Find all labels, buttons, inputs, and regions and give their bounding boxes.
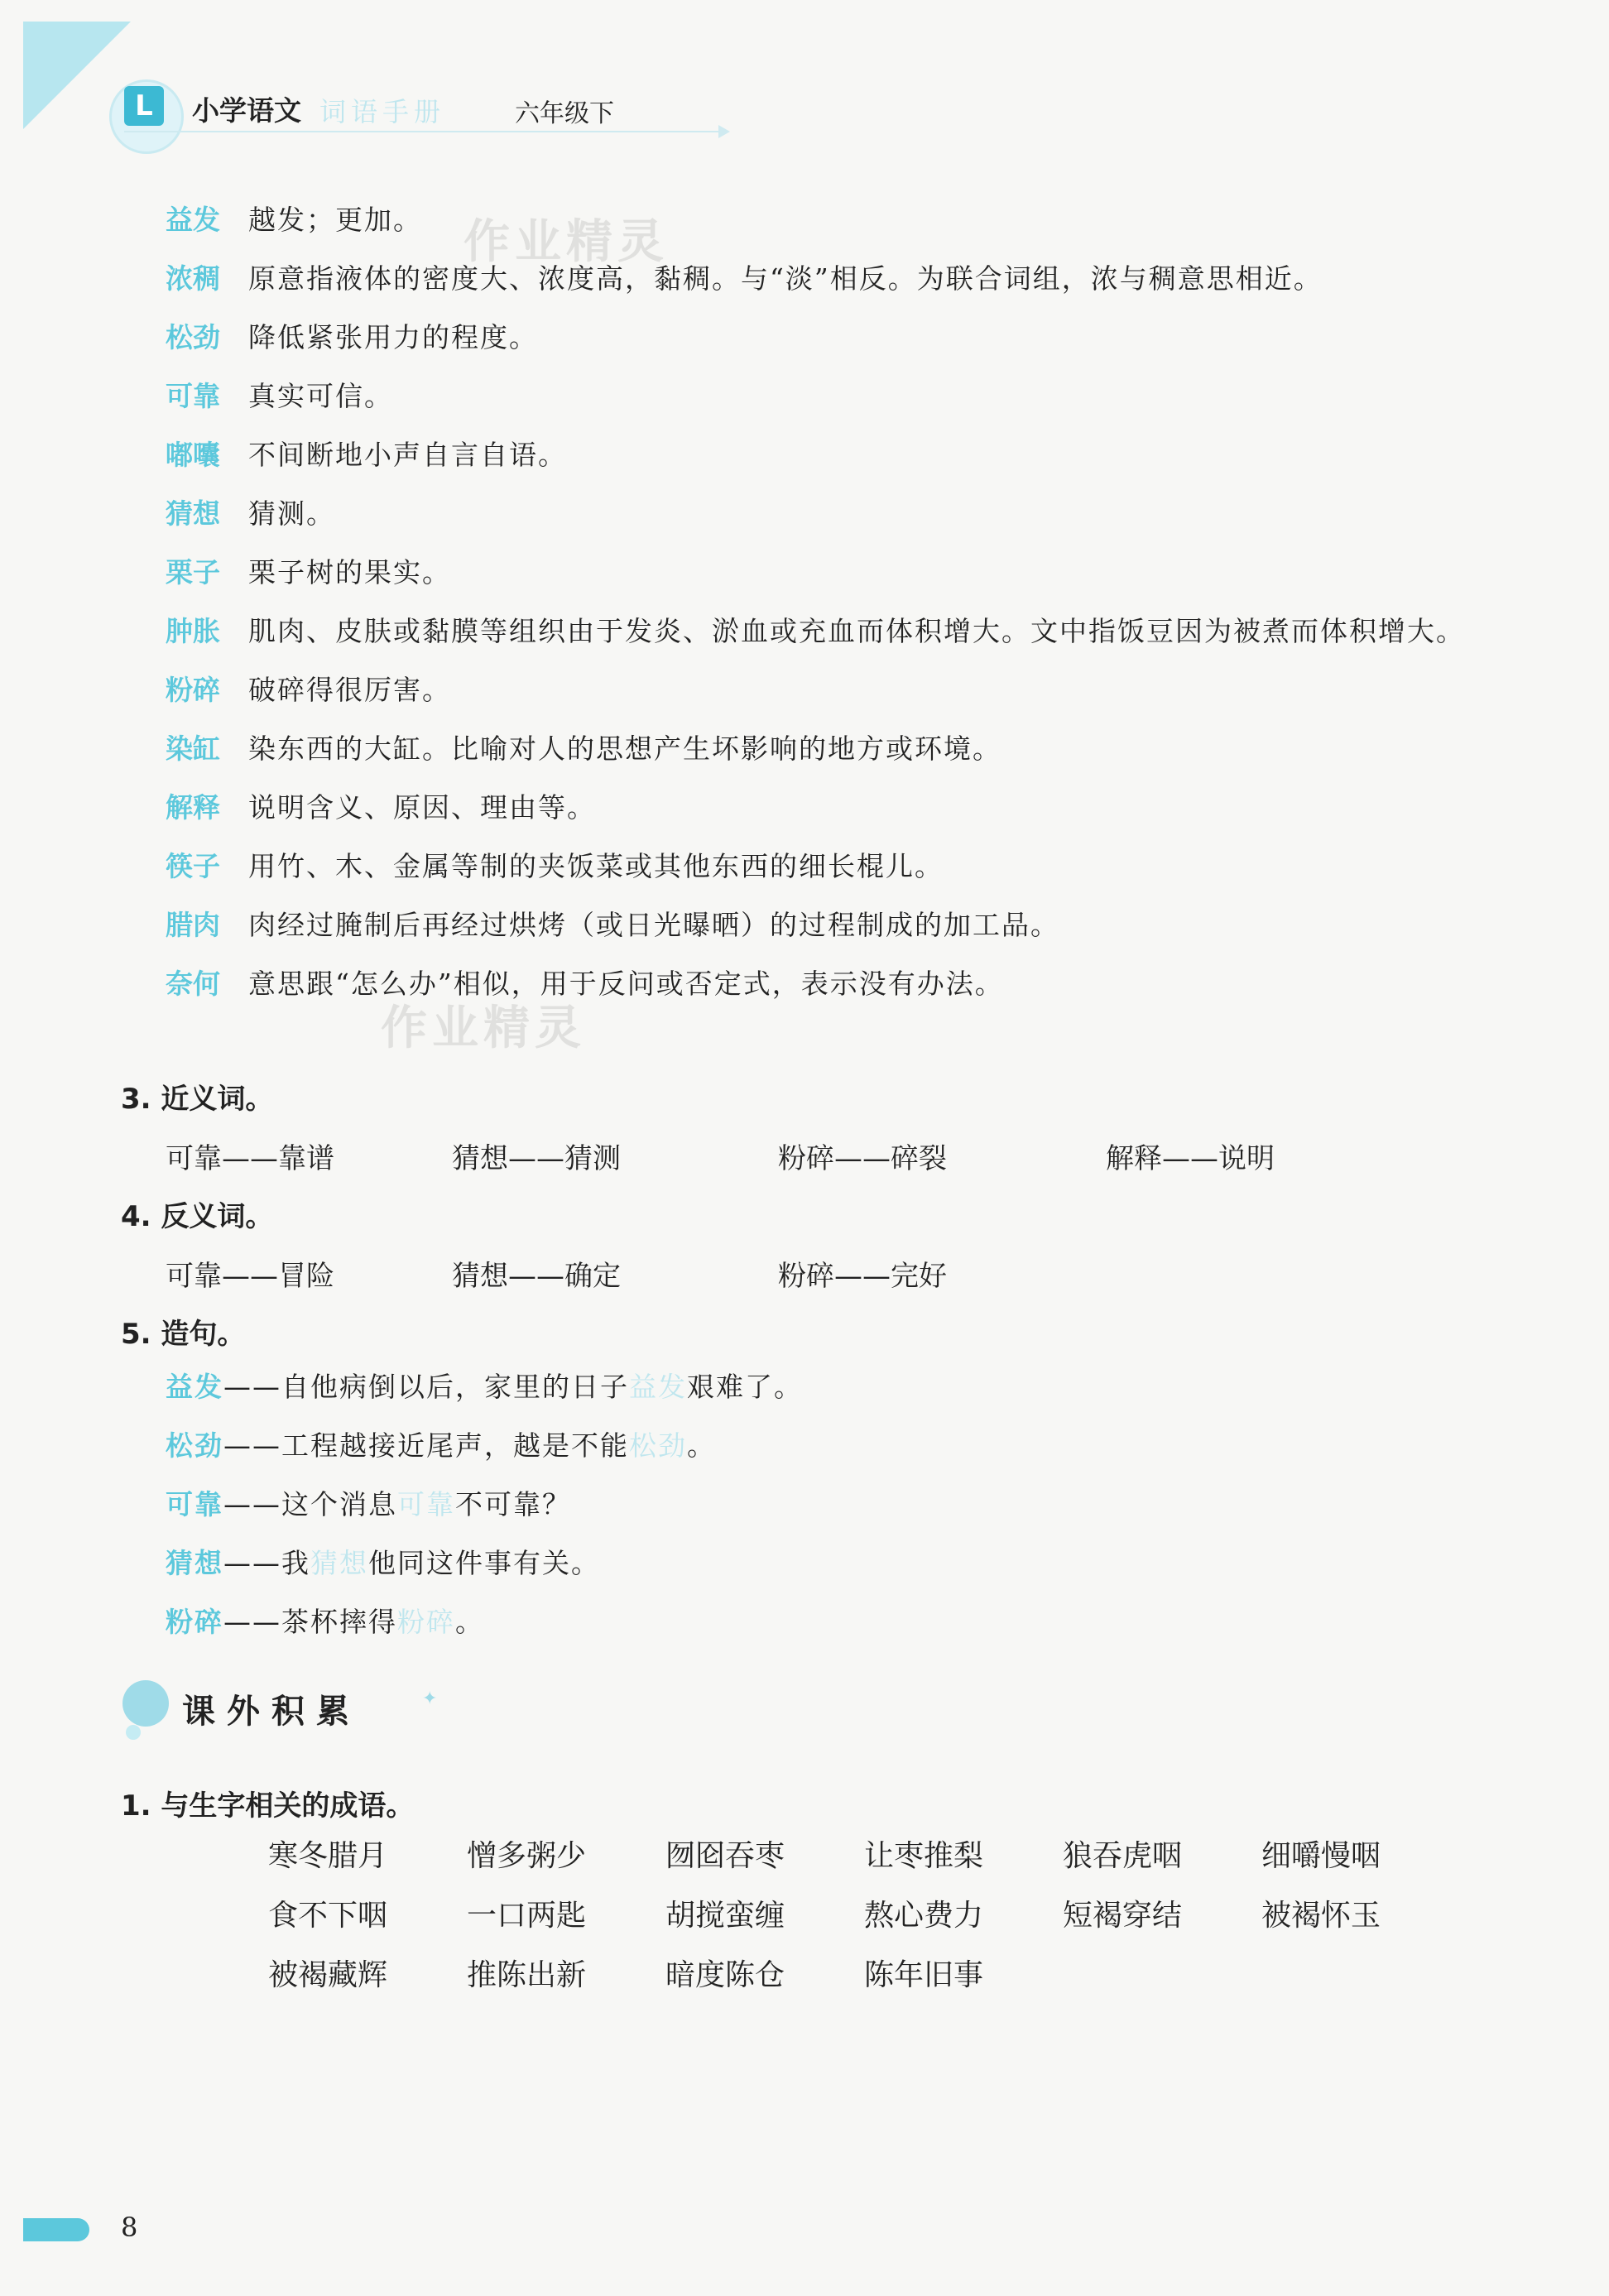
definition-text: 用竹、木、金属等制的夹饭菜或其他东西的细长棍儿。 [248,850,944,882]
idiom-item: 暗度陈仓 [665,1958,785,1992]
sentence-text-after: 。 [687,1429,716,1462]
definition-text: 栗子树的果实。 [248,556,451,588]
definition-text: 猜测。 [248,497,335,530]
header-arrow-icon [718,125,730,138]
sentence-blank: 猜想 [310,1547,368,1579]
definition-row [166,896,1506,954]
synonym-pair: 解释——说明 [1106,1142,1275,1175]
sentence-list [166,1357,1407,1651]
definition-row [166,778,1506,837]
sentence-term: 益发 [166,1371,223,1403]
definition-row [166,367,1506,425]
definition-row [166,719,1506,778]
definition-term: 益发 [166,204,220,236]
definition-term: 嘟囔 [166,439,220,471]
antonyms-heading: 4. 反义词。 [121,1200,274,1233]
sentence-text-before: 这个消息 [281,1488,397,1520]
sentence-text-before: 工程越接近尾声，越是不能 [281,1429,629,1462]
sentence-blank: 益发 [629,1371,687,1403]
definition-text: 越发；更加。 [248,204,422,236]
sentence-term: 松劲 [166,1429,223,1462]
sentence-blank: 可靠 [397,1488,455,1520]
sentence-row [166,1592,1407,1651]
definition-row [166,837,1506,896]
sentence-dash: —— [223,1429,281,1462]
sentence-term: 粉碎 [166,1606,223,1638]
definition-term: 奈何 [166,968,220,1000]
idiom-item: 被褐怀玉 [1261,1899,1381,1933]
definition-text: 原意指液体的密度大、浓度高，黏稠。与“淡”相反。为联合词组，浓与稠意思相近。 [248,262,1323,295]
idiom-item: 被褐藏辉 [268,1958,388,1992]
synonym-pair: 粉碎——碎裂 [778,1142,947,1175]
star-icon: ✦ [422,1688,438,1709]
sentence-text-before: 自他病倒以后，家里的日子 [281,1371,629,1403]
definition-text: 不间断地小声自言自语。 [248,439,567,471]
sentence-dash: —— [223,1488,281,1520]
section-banner-title: 课外积累 [182,1693,361,1731]
definition-term: 筷子 [166,850,220,882]
antonym-pair: 可靠——冒险 [166,1260,334,1293]
definition-row [166,602,1506,660]
bubble-small-icon [126,1725,141,1740]
idiom-item: 食不下咽 [268,1899,388,1933]
definition-term: 解释 [166,791,220,824]
idiom-item: 胡搅蛮缠 [665,1899,785,1933]
definition-term: 肿胀 [166,615,220,647]
sentence-text-after: 。 [455,1606,484,1638]
idiom-item: 让枣推梨 [864,1839,984,1873]
idiom-item: 短褐穿结 [1063,1899,1183,1933]
definition-row [166,954,1506,1013]
synonyms-heading: 3. 近义词。 [121,1083,274,1116]
watermark: 作业精灵 [381,1001,586,1055]
definition-term: 松劲 [166,321,220,353]
definition-row [166,543,1506,602]
header-rule [124,131,720,132]
definition-term: 栗子 [166,556,220,588]
sentence-dash: —— [223,1547,281,1579]
definition-row [166,484,1506,543]
definition-term: 粉碎 [166,674,220,706]
definition-text: 破碎得很厉害。 [248,674,451,706]
definition-text: 肉经过腌制后再经过烘烤（或日光曝晒）的过程制成的加工品。 [248,909,1059,941]
definition-term: 猜想 [166,497,220,530]
definition-row [166,660,1506,719]
logo-icon: L [124,86,164,126]
definition-text: 说明含义、原因、理由等。 [248,791,596,824]
definition-row [166,190,1506,249]
page-number: 8 [121,2212,138,2243]
definition-text: 降低紧张用力的程度。 [248,321,538,353]
sentence-term: 可靠 [166,1488,223,1520]
idiom-item: 憎多粥少 [467,1839,587,1873]
sentence-text-after: 艰难了。 [687,1371,803,1403]
sentence-row [166,1475,1407,1534]
sentence-term: 猜想 [166,1547,223,1579]
idiom-item: 寒冬腊月 [268,1839,388,1873]
definition-term: 浓稠 [166,262,220,295]
sentence-row [166,1416,1407,1475]
antonym-pair: 粉碎——完好 [778,1260,947,1293]
sentence-dash: —— [223,1371,281,1403]
antonym-pair: 猜想——确定 [452,1260,621,1293]
sentence-dash: —— [223,1606,281,1638]
idiom-item: 陈年旧事 [864,1958,984,1992]
definition-text: 肌肉、皮肤或黏膜等组织由于发炎、淤血或充血而体积增大。文中指饭豆因为被煮而体积增大。 [248,615,1465,647]
definition-row [166,425,1506,484]
definition-list [166,190,1506,1013]
sentence-text-after: 不可靠？ [455,1488,571,1520]
definition-term: 腊肉 [166,909,220,941]
sentence-blank: 粉碎 [397,1606,455,1638]
idiom-item: 囫囵吞枣 [665,1839,785,1873]
idiom-item: 狼吞虎咽 [1063,1839,1183,1873]
sentence-blank: 松劲 [629,1429,687,1462]
idiom-item: 一口两匙 [467,1899,587,1933]
header-book-title: 词语手册 [319,96,446,127]
sentences-heading: 5. 造句。 [121,1318,246,1351]
definition-text: 染东西的大缸。比喻对人的思想产生坏影响的地方或环境。 [248,733,1001,765]
idiom-item: 推陈出新 [467,1958,587,1992]
idioms-heading: 1. 与生字相关的成语。 [121,1789,415,1823]
header-grade: 六年级下 [515,99,614,128]
sentence-text-before: 茶杯摔得 [281,1606,397,1638]
definition-text: 意思跟“怎么办”相似，用于反问或否定式，表示没有办法。 [248,968,1004,1000]
definition-term: 可靠 [166,380,220,412]
footer-bar [23,2218,89,2241]
definition-row [166,249,1506,308]
synonym-pair: 猜想——猜测 [452,1142,621,1175]
sentence-row [166,1534,1407,1592]
definition-term: 染缸 [166,733,220,765]
sentence-row [166,1357,1407,1416]
synonym-pair: 可靠——靠谱 [166,1142,334,1175]
sentence-text-after: 他同这件事有关。 [368,1547,600,1579]
idiom-item: 细嚼慢咽 [1261,1839,1381,1873]
definition-text: 真实可信。 [248,380,393,412]
definition-row [166,308,1506,367]
idiom-item: 熬心费力 [864,1899,984,1933]
watermark: 作业精灵 [463,215,669,269]
header-subject: 小学语文 [192,94,301,127]
bubble-icon [122,1680,169,1727]
sentence-text-before: 我 [281,1547,310,1579]
